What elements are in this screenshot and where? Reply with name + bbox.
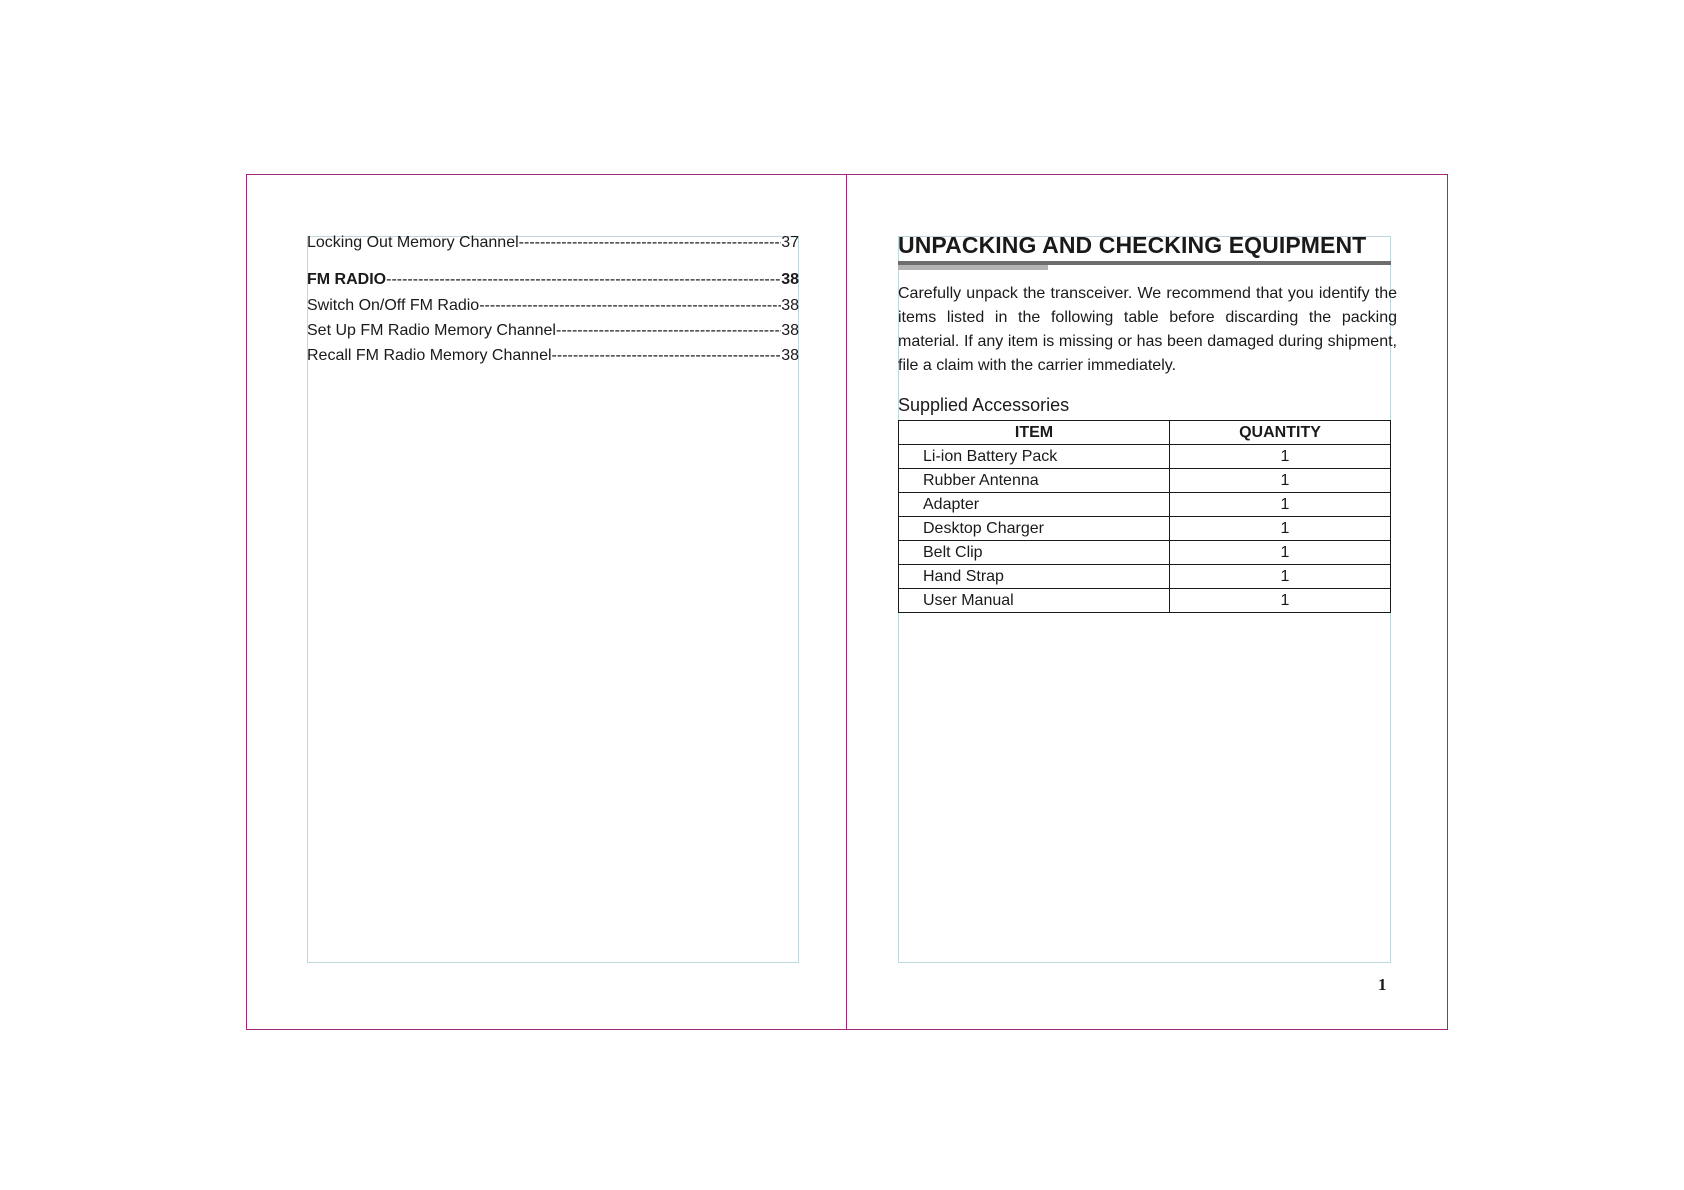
intro-paragraph: Carefully unpack the transceiver. We recommend that you identify the items listed in the following table before discarding the packing material. If any item is missing or has been damaged during shipment, file a claim with the carrier immediately. — [898, 285, 1397, 374]
table-row — [899, 469, 1391, 493]
column-header-quantity: QUANTITY — [1170, 421, 1391, 445]
toc-entry-page: 37 — [781, 234, 799, 251]
item-cell: User Manual — [899, 589, 1170, 613]
table-header-row — [899, 421, 1391, 445]
quantity-cell: 1 — [1170, 493, 1391, 517]
item-cell: Li-ion Battery Pack — [899, 445, 1170, 469]
quantity-cell: 1 — [1170, 445, 1391, 469]
quantity-cell: 1 — [1170, 517, 1391, 541]
toc-entry-label: Recall FM Radio Memory Channel — [307, 347, 552, 364]
table-row — [899, 445, 1391, 469]
quantity-cell: 1 — [1170, 541, 1391, 565]
page-divider — [846, 174, 847, 1030]
quantity-cell: 1 — [1170, 565, 1391, 589]
toc-entry-page: 38 — [781, 271, 799, 288]
heading-underline-accent — [898, 265, 1048, 270]
accessories-table — [898, 420, 1391, 613]
toc-leader — [479, 296, 781, 316]
page-number: 1 — [1378, 975, 1387, 994]
table-row — [899, 541, 1391, 565]
toc-leader — [386, 270, 781, 290]
toc-entry-recall-fm-radio-memory-channel[interactable] — [307, 346, 799, 366]
table-row — [899, 517, 1391, 541]
toc-entry-page: 38 — [781, 347, 799, 364]
toc-entry-switch-on-off-fm-radio[interactable] — [307, 296, 799, 316]
item-cell: Hand Strap — [899, 565, 1170, 589]
toc-entry-page: 38 — [781, 322, 799, 339]
column-header-item: ITEM — [899, 421, 1170, 445]
item-cell: Rubber Antenna — [899, 469, 1170, 493]
toc-entry-label: FM RADIO — [307, 271, 387, 288]
toc-leader — [556, 321, 781, 341]
quantity-cell: 1 — [1170, 589, 1391, 613]
table-row — [899, 493, 1391, 517]
accessories-subheading: Supplied Accessories — [898, 395, 1070, 415]
toc-leader — [552, 346, 782, 366]
table-row — [899, 589, 1391, 613]
table-row — [899, 565, 1391, 589]
item-cell: Adapter — [899, 493, 1170, 517]
toc-entry-label: Locking Out Memory Channel — [307, 234, 519, 251]
section-heading: UNPACKING AND CHECKING EQUIPMENT — [898, 232, 1367, 258]
toc-entry-page: 38 — [781, 297, 799, 314]
toc-leader — [519, 233, 782, 253]
quantity-cell: 1 — [1170, 469, 1391, 493]
toc-entry-locking-out-memory-channel[interactable] — [307, 233, 799, 253]
toc-entry-fm-radio[interactable] — [307, 270, 799, 290]
item-cell: Desktop Charger — [899, 517, 1170, 541]
toc-entry-set-up-fm-radio-memory-channel[interactable] — [307, 321, 799, 341]
toc-entry-label: Set Up FM Radio Memory Channel — [307, 322, 556, 339]
item-cell: Belt Clip — [899, 541, 1170, 565]
toc-entry-label: Switch On/Off FM Radio — [307, 297, 480, 314]
